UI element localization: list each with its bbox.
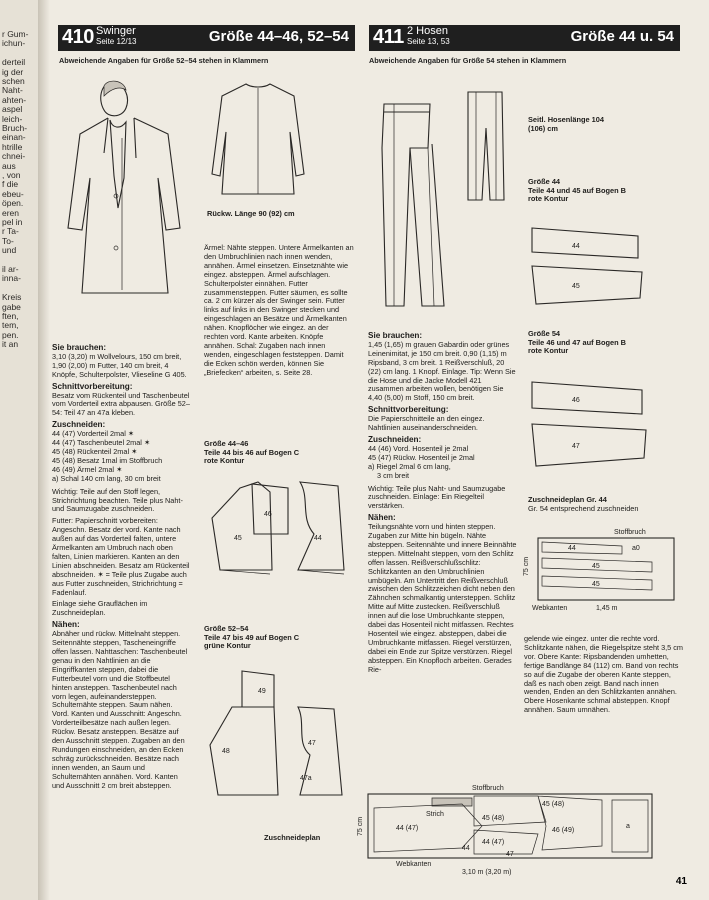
prev-page-line: tem, [2, 320, 19, 331]
prev-page-line: chnei- [2, 151, 26, 162]
contour-color: grüne Kontur [204, 641, 251, 651]
prev-page-line: il ar- [2, 264, 19, 274]
cutting-plan-caption: Zuschneideplan [264, 833, 321, 842]
trousers-back-view [462, 88, 512, 203]
piece-46: 46 [264, 511, 272, 518]
prev-page-line: ichun- [2, 38, 26, 49]
prev-page-line: f die [2, 179, 19, 190]
cut-item: 44 (46) Vord. Hosenteil je 2mal [368, 443, 469, 453]
size-title: Größe 52–54 [204, 624, 249, 633]
size-sub: Teile 47 bis 49 auf Bogen C [204, 632, 300, 642]
piece-47a: 47a [300, 775, 312, 782]
note-text: Wichtig: Teile plus Naht- und Saumzugabe zuschneiden. Einlage: Ein Riegelteil verstärken. [368, 483, 506, 511]
prev-page-line: pel in [2, 217, 23, 227]
interfacing-text: Einlage siehe Grauflächen im Zuschneideplan. [52, 599, 148, 618]
prev-page-line: und [2, 245, 17, 256]
prep-text: Besatz vom Rückenteil und Taschenbeutel vom Vorderteil extra abpausen. Größe 52–54: Teil 47 an 47a kleben. [52, 390, 190, 418]
heading: Nähen: [52, 620, 80, 630]
pattern-pieces-44 [528, 218, 668, 308]
piece-48: 48 [222, 748, 230, 755]
piece-label: 44 (47) [482, 839, 505, 846]
size-title: Größe 44–46 [204, 439, 249, 448]
coat-back-view [208, 82, 308, 202]
piece-47: 47 [572, 443, 580, 450]
prev-page-line: Naht- [2, 85, 23, 96]
piece-label: a0 [632, 545, 640, 552]
gutter-shadow [38, 0, 50, 900]
left-column-1 [52, 342, 190, 794]
prev-page-line: inna- [2, 273, 21, 284]
piece-label: 46 (49) [552, 827, 575, 834]
piece-label: 44 (47) [396, 825, 419, 832]
prev-page-line: Kreis [2, 292, 22, 303]
heading: Zuschneiden: [368, 434, 422, 444]
prev-page-line: einan- [2, 132, 26, 143]
cut-item: 3 cm breit [377, 470, 410, 480]
width-label: 3,10 m (3,20 m) [462, 869, 512, 876]
prev-page-line: gabe [2, 301, 21, 312]
right-column-2 [524, 635, 684, 718]
heading: Sie brauchen: [368, 331, 423, 340]
heading: Schnittvorbereitung: [52, 381, 133, 391]
left-column-2 [204, 244, 354, 381]
back-length: Rückw. Länge 90 (92) cm [207, 209, 295, 218]
piece-label: 44 [568, 545, 576, 552]
lining-text: Futter: Papierschnitt vorbereiten: Angeschn. Besatz der vord. Kante nach außen auf das Vorderteil falten, untere Ärmelkanten am Umbruch nach oben falten, Linien markieren. Kanten an den Linien abschneiden. Besatz am Rückenteil abschneiden. ✶ = Teile plus Zugabe auch aus Futter zuschneiden, Strichrichtung = Fadenlauf. [52, 516, 190, 597]
cut-item: 46 (49) Ärmel 2mal ✶ [52, 464, 123, 474]
size-label-44 [528, 178, 626, 204]
prev-page-line: r Ta- [2, 226, 19, 237]
side-length [528, 116, 608, 133]
prev-page-line: aspel [2, 104, 23, 115]
prev-page-line: r Gum- [2, 29, 29, 39]
piece-45: 45 [572, 283, 580, 290]
strich-label: Strich [426, 811, 444, 818]
prev-page-line: leich- [2, 113, 23, 124]
cut-item: 45 (48) Besatz 1mal im Stoffbruch [52, 455, 163, 465]
prev-page-line: ig der [2, 66, 24, 77]
selvedge-label: Webkanten [396, 861, 432, 868]
size-label-52-54 [204, 625, 299, 651]
piece-label: 47 [506, 851, 514, 858]
heading: Nähen: [368, 513, 396, 523]
plan-subtitle: Gr. 54 entsprechend zuschneiden [528, 503, 639, 513]
prev-page-line: pen. [2, 329, 19, 340]
prep-text: Die Papierschnitteile an den eingez. Nahtlinien auseinanderschneiden. [368, 414, 485, 433]
cutting-plan-small [523, 528, 682, 618]
piece-label: a [626, 823, 630, 830]
heading: Schnittvorbereitung: [368, 405, 449, 415]
fold-label: Stoffbruch [614, 529, 646, 536]
size-sub: Teile 46 und 47 auf Bogen B [528, 337, 627, 347]
piece-44: 44 [314, 535, 322, 542]
cut-item: 44 (47) Vorderteil 2mal ✶ [52, 429, 134, 439]
piece-label: 45 [592, 563, 600, 570]
size-sub: Teile 44 und 45 auf Bogen B [528, 185, 627, 195]
side-length-text: Seitl. Hosenlänge 104 (106) cm [528, 115, 604, 133]
piece-label: 45 [592, 581, 600, 588]
model-name: Swinger [96, 25, 136, 37]
sewing-text: Abnäher und rückw. Mittelnaht steppen. Seitennähte steppen, Tascheneingriffe offen lassen. Nahttaschen: Taschenbeutel genau in den Nahtlinien an die Eingriffkanten steppen, dabei die Futterbeutel vorn und die Stoffbeutel hinten ansteppen. Taschenbeutel nach vorn legen, aufeinandersteppen. Schulternähte steppen. Saum nähen. Vord. Kanten und Ausschnitt: Angeschn. Vorderteilbesätze nach außen legen. Rückw. Besatz ansteppen. Besätze auf den Ausschnitt steppen. Zugaben an den Rundungen einschneiden, an den Ecken schräg zurückschneiden. Besätze nach innen wenden, an Saum und Schulternähten annähen. Vord. Kanten und Ausschnitt 2 cm breit absteppen. [52, 629, 188, 790]
instructions-text: Ärmel: Nähte steppen. Untere Ärmelkanten an den Umbruchlinien nach innen wenden, annähen. Ärmel einsetzen. Einsetznähte wie eingez. absteppen. Ärmel aufschlagen. Schulterpolster einnähen. Futter zusammensteppen. Futter säumen, es sollte ca. 2 cm kürzer als der Swinger sein. Futter links auf links in den Swinger stecken und eingeschlagen an Besätze und Ärmelkanten nähen. Knopflöcher wie eingez. an der rechten vord. Kante arbeiten. Knöpfe annähen. Schal: Zugaben nach innen wenden, eingeschlagen feststeppen. Damit die Ecken schön werden, können Sie „Briefecken“ arbeiten, s. Seite 28. [204, 243, 354, 377]
pattern-pieces-44-46 [202, 478, 352, 598]
size-sub: Teile 44 bis 46 auf Bogen C [204, 447, 300, 457]
model-number: 410 [62, 26, 94, 48]
height-label: 75 cm [523, 556, 530, 576]
model-pages: Seite 12/13 [96, 37, 137, 46]
header-411 [369, 25, 680, 51]
coat-illustration [60, 78, 200, 318]
piece-label: 44 [462, 845, 470, 852]
page-number: 41 [675, 876, 687, 887]
prev-page-line: ebeu- [2, 188, 24, 199]
prev-page-line: it an [2, 339, 19, 350]
heading: Sie brauchen: [52, 343, 107, 352]
contour-color: rote Kontur [528, 194, 569, 204]
contour-color: rote Kontur [528, 346, 569, 356]
prev-page-line: aus [2, 160, 16, 171]
width-label: 1,45 m [596, 605, 618, 612]
pattern-pieces-54 [528, 372, 668, 472]
piece-47: 47 [308, 740, 316, 747]
piece-label: 45 (48) [542, 801, 565, 808]
heading: Zuschneiden: [52, 420, 106, 430]
size-title: Größe 44 [528, 177, 561, 186]
cut-item: 45 (47) Rückw. Hosenteil je 2mal [368, 452, 475, 462]
piece-46: 46 [572, 397, 580, 404]
prev-page-line: To- [2, 235, 14, 246]
model-sizes: Größe 44–46, 52–54 [208, 28, 349, 45]
cut-item: a) Riegel 2mal 6 cm lang, [368, 461, 451, 471]
selvedge-label: Webkanten [532, 605, 568, 612]
cut-item: 45 (48) Rückenteil 2mal ✶ [52, 446, 138, 456]
right-column-1 [368, 330, 518, 678]
model-sizes: Größe 44 u. 54 [570, 28, 674, 45]
size-label-44-46 [204, 440, 299, 466]
sewing-text: Teilungsnähte vorn und hinten steppen. Zugaben zur Mitte hin bügeln. Nähte absteppen. Seitennähte und innere Beinnähte steppen. Mittelnaht steppen, vorn den Schlitz offen lassen. Reißverschlußschlitz: Schlitzkanten an den Umbruchlinien umbügeln. Am Untertritt den Reißverschluß zwischen den Schlitzzeichen dicht neben den Zähnchen schmalkantig untersteppen. Schlitz Mitte auf Mitte zustecken. Reißverschluß innen auf die lose Umbruchkante steppen, dabei das Hosenteil nicht mitfassen. Rechtes Hosenteil wie eingez. absteppen, dabei die Umbruchkante mitfassen. Riegel verstürzen, dabei ein Ende zur Spitze verstürzen. Riegel absteppen. Ein Knopfloch arbeiten. Gerades Rie- [368, 522, 517, 674]
instructions-text: gelende wie eingez. unter die rechte vord. Schlitzkante nähen, die Riegelspitze steht 3,5 cm vor. Obere Kante: Ripsbandenden umhetten, fertige Bandlänge 84 (112) cm. Band von rechts so auf die Zugabe der oberen Kante steppen, daß es nach oben zeigt. Band nach innen wenden, Enden an den Schlitzkanten annähen. Obere Hosenkante schmal absteppen. Knopf annähen. Saum umnähen. [524, 634, 683, 715]
pattern-pieces-52-54 [202, 665, 352, 810]
plan-title: Zuschneideplan Gr. 44 [528, 495, 607, 504]
piece-label: 45 (48) [482, 815, 505, 822]
previous-page-edge [0, 0, 40, 900]
prev-page-line: , von [2, 170, 21, 180]
prev-page-line: ahten- [2, 94, 27, 105]
piece-45: 45 [234, 535, 242, 542]
cut-list [368, 445, 518, 481]
cut-item: 44 (47) Taschenbeutel 2mal ✶ [52, 438, 151, 448]
trousers-illustration [372, 74, 462, 314]
cut-item: a) Schal 140 cm lang, 30 cm breit [52, 473, 161, 483]
prev-page-line: htrille [2, 141, 23, 152]
size-label-54 [528, 330, 626, 356]
piece-44: 44 [572, 243, 580, 250]
piece-49: 49 [258, 688, 266, 695]
materials-text: 3,10 (3,20) m Wollvelours, 150 cm breit, 1,90 (2,00) m Futter, 140 cm breit, 4 Knöpfe, Schulterpolster, Vlieseline G 405. [52, 351, 187, 379]
prev-page-line: eren [2, 207, 20, 218]
cut-list [52, 430, 190, 483]
note-text: Wichtig: Teile auf den Stoff legen, Strichrichtung beachten. Teile plus Naht- und Saumzugabe zuschneiden. [52, 486, 183, 514]
prev-page-line: schen [2, 76, 25, 86]
size-note: Abweichende Angaben für Größe 54 stehen in Klammern [369, 56, 567, 65]
cutting-plan-large [357, 785, 662, 878]
prev-page-line: Bruch- [2, 123, 28, 133]
prev-page-line: ften, [2, 311, 19, 321]
prev-page-line: öpen. [2, 198, 24, 209]
size-title: Größe 54 [528, 329, 561, 338]
fold-label: Stoffbruch [472, 785, 504, 792]
model-number: 411 [373, 26, 404, 48]
height-label: 75 cm [357, 816, 364, 836]
contour-color: rote Kontur [204, 456, 245, 466]
header-410 [58, 25, 355, 51]
cutting-plan-44-title [528, 496, 639, 513]
materials-text: 1,45 (1,65) m grauen Gabardin oder grünes Leinenimitat, je 150 cm breit. 0,90 (1,15) m Ripsband, 3 cm breit. 1 Reißverschluß, 20 (22) cm lang. 1 Knopf. Einlage. Tip: Wenn Sie die Hose und die Jacke Modell 421 zusammen arbeiten wollen, benötigen Sie 4,40 (5,00) m Stoff, 150 cm breit. [368, 339, 516, 403]
prev-page-line: derteil [2, 57, 26, 68]
size-note: Abweichende Angaben für Größe 52–54 stehen in Klammern [59, 56, 269, 65]
model-name: 2 Hosen [407, 25, 448, 37]
model-pages: Seite 13, 53 [407, 37, 450, 46]
